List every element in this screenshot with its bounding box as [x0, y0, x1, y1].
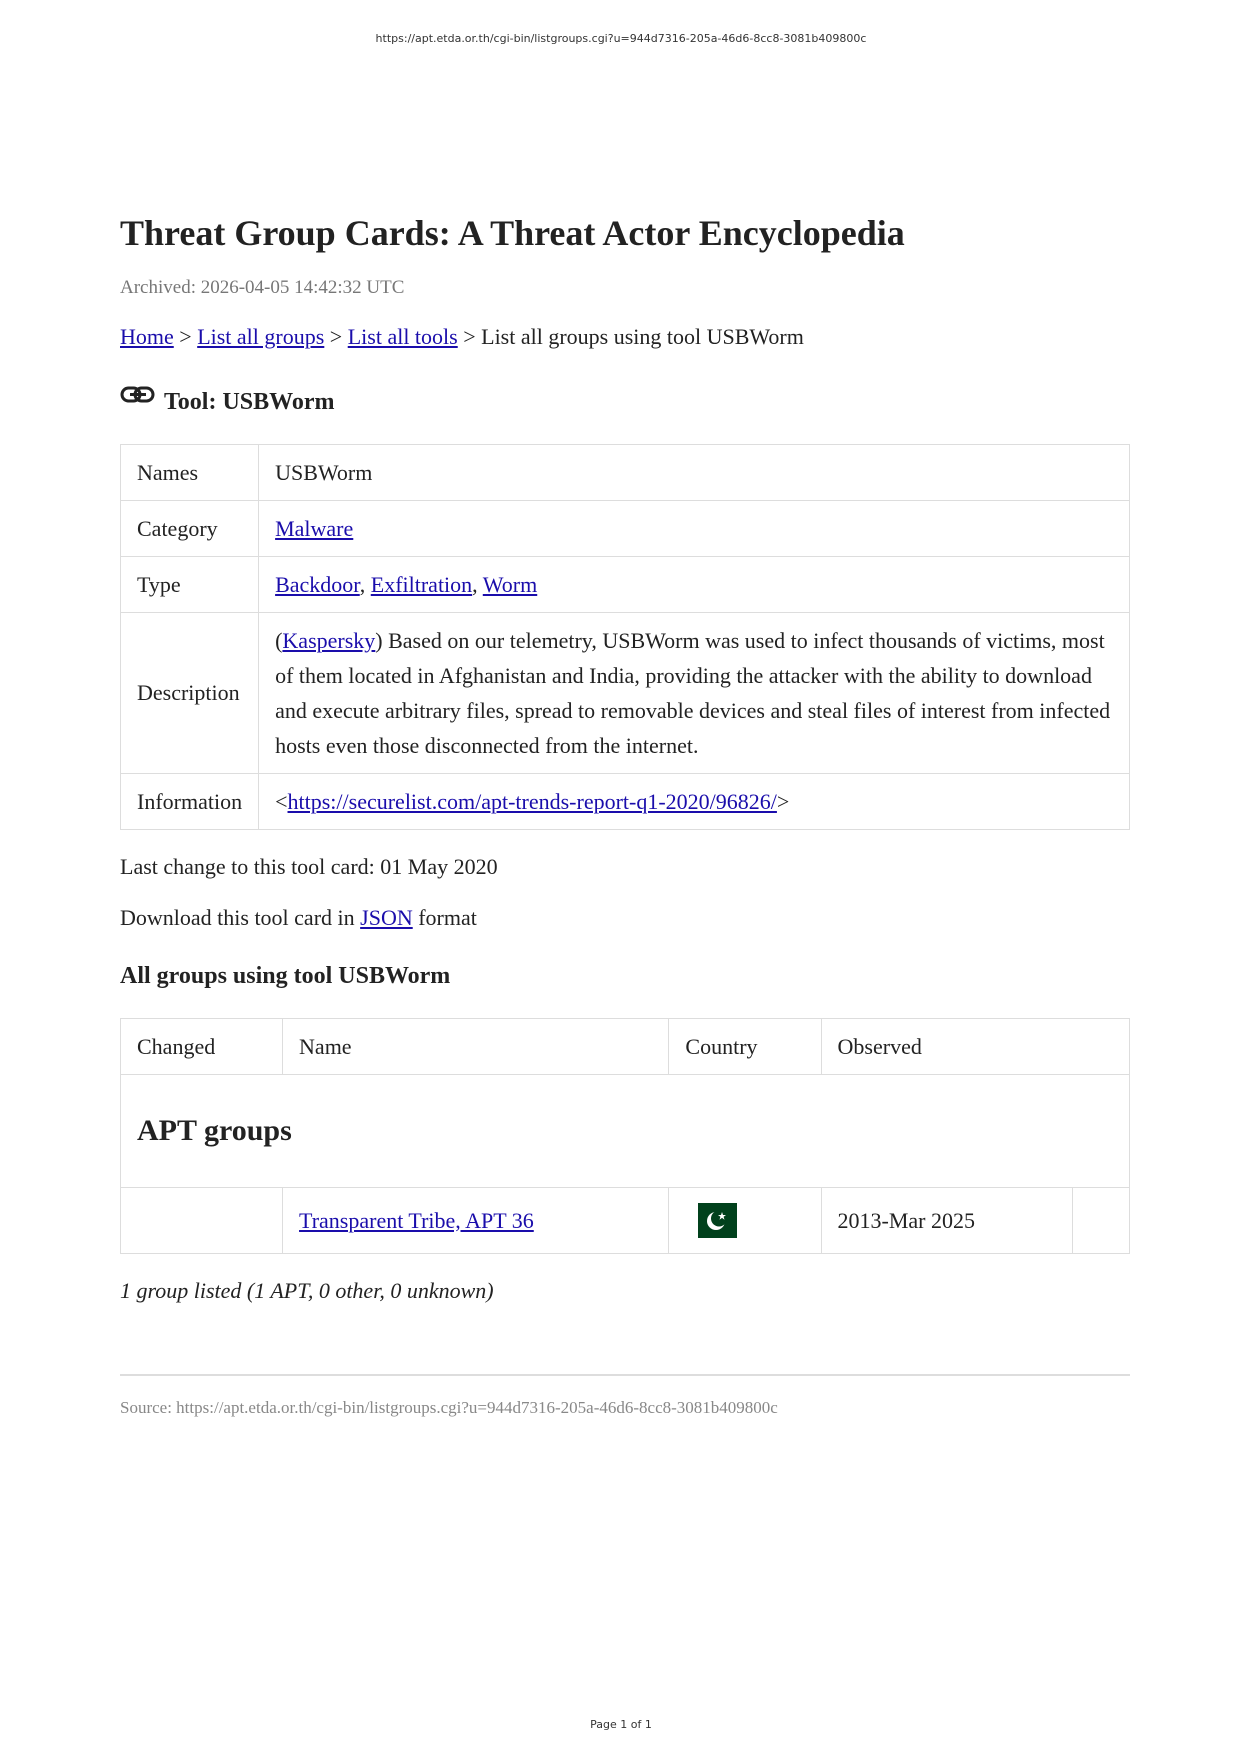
page-title: Threat Group Cards: A Threat Actor Encyclopedia [120, 213, 905, 253]
table-row [121, 1188, 1130, 1254]
description-source-kaspersky-link[interactable]: Kaspersky [282, 628, 376, 654]
column-header-observed: Observed [821, 1019, 1129, 1075]
names-value: USBWorm [259, 445, 1130, 501]
breadcrumb [120, 324, 1130, 350]
group-country-cell [669, 1188, 821, 1254]
column-header-name: Name [283, 1019, 669, 1075]
group-name-cell [283, 1188, 669, 1254]
description-text: ) Based on our telemetry, USBWorm was used to infect thousands of victims, most of them located in Afghanistan and India, providing the attacker with the ability to download and execute arbitrary files, spread to removable devices and steal files of interest from infected hosts even those disconnected from the internet. [275, 628, 1111, 759]
description-label: Description [121, 613, 259, 774]
tool-row-information [121, 774, 1130, 830]
download-suffix: format [412, 905, 477, 931]
download-json-link[interactable]: JSON [360, 905, 413, 931]
last-change-text: Last change to this tool card: 01 May 2020 [120, 854, 498, 880]
group-observed-cell: 2013-Mar 2025 [821, 1188, 1073, 1254]
description-paren: ( [275, 628, 283, 654]
names-label: Names [121, 445, 259, 501]
breadcrumb-home-link[interactable]: Home [120, 324, 174, 350]
main-content [120, 212, 1130, 1418]
groups-heading: All groups using tool USBWorm [120, 963, 451, 990]
category-value [259, 501, 1130, 557]
apt-groups-section-title: APT groups [121, 1075, 1130, 1188]
print-header-url: https://apt.etda.or.th/cgi-bin/listgroups.cgi?u=944d7316-205a-46d6-8cc8-3081b409800c [375, 32, 867, 45]
download-line [120, 905, 1130, 931]
type-backdoor-link[interactable]: Backdoor [275, 571, 360, 597]
tool-details-table [120, 444, 1130, 830]
type-value [259, 557, 1130, 613]
type-separator: , [472, 571, 483, 597]
tool-row-names [121, 445, 1130, 501]
type-label: Type [121, 557, 259, 613]
group-transparent-tribe-link[interactable]: Transparent Tribe, APT 36 [299, 1207, 534, 1233]
group-changed-cell [121, 1188, 283, 1254]
type-separator: , [359, 571, 371, 597]
download-prefix: Download this tool card in [120, 905, 361, 931]
breadcrumb-list-groups-link[interactable]: List all groups [197, 324, 325, 350]
breadcrumb-list-tools-link[interactable]: List all tools [347, 324, 458, 350]
category-label: Category [121, 501, 259, 557]
apt-groups-section-row [121, 1075, 1130, 1188]
breadcrumb-current: > List all groups using tool USBWorm [457, 324, 804, 350]
pakistan-flag-icon [698, 1203, 737, 1238]
info-bracket-open: < [275, 788, 288, 814]
groups-summary: 1 group listed (1 APT, 0 other, 0 unknown) [120, 1278, 494, 1304]
tool-heading [120, 384, 1130, 416]
source-url: Source: https://apt.etda.or.th/cgi-bin/listgroups.cgi?u=944d7316-205a-46d6-8cc8-3081b409800c [120, 1398, 778, 1418]
type-exfiltration-link[interactable]: Exfiltration [370, 571, 473, 597]
tool-row-type [121, 557, 1130, 613]
column-header-changed: Changed [121, 1019, 283, 1075]
information-value [259, 774, 1130, 830]
groups-table [120, 1018, 1130, 1254]
securelist-report-link[interactable]: https://securelist.com/apt-trends-report-q1-2020/96826/ [287, 788, 777, 814]
breadcrumb-separator: > [324, 324, 348, 350]
page-number: Page 1 of 1 [590, 1718, 652, 1731]
breadcrumb-separator: > [173, 324, 198, 350]
groups-header-row [121, 1019, 1130, 1075]
description-value [259, 613, 1130, 774]
type-worm-link[interactable]: Worm [482, 571, 538, 597]
tool-row-category [121, 501, 1130, 557]
category-malware-link[interactable]: Malware [275, 515, 354, 541]
divider [120, 1374, 1130, 1376]
column-header-country: Country [669, 1019, 821, 1075]
information-label: Information [121, 774, 259, 830]
tool-row-description [121, 613, 1130, 774]
info-bracket-close: > [776, 788, 790, 814]
link-icon [120, 384, 156, 406]
tool-heading-text: Tool: USBWorm [164, 389, 335, 416]
archived-timestamp: Archived: 2026-04-05 14:42:32 UTC [120, 277, 405, 299]
group-extra-cell [1073, 1188, 1130, 1254]
